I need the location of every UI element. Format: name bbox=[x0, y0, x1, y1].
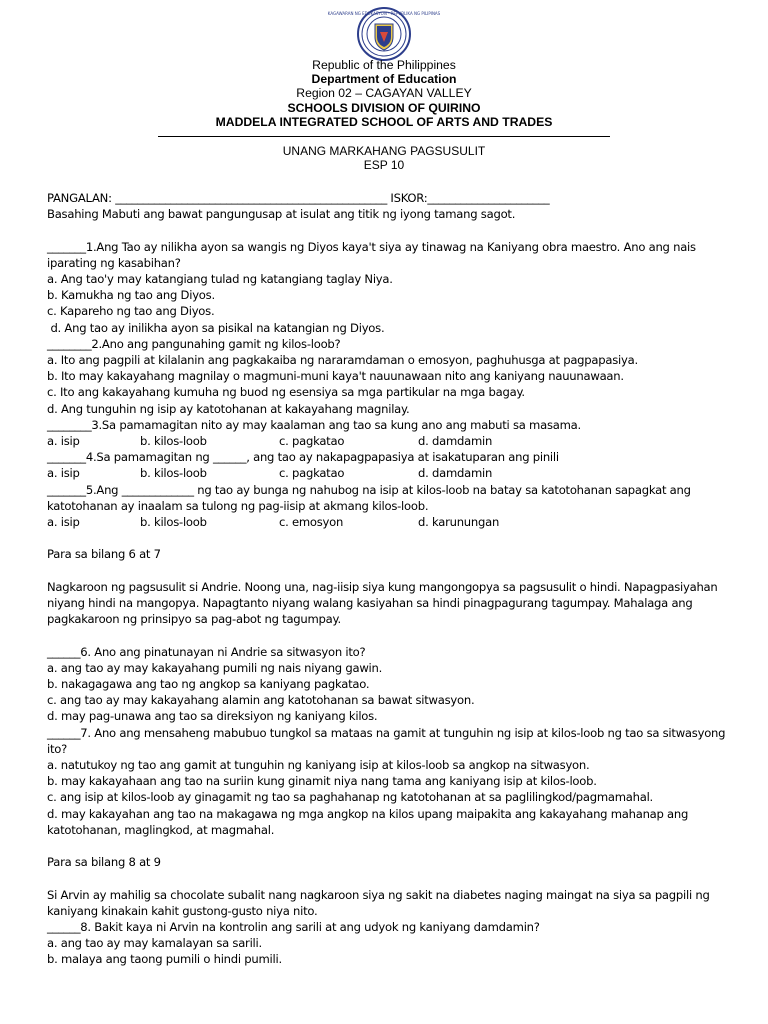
question-4-stem: _______4.Sa pamamagitan ng ______, ang tao ay nakapagpapasiya at isakatuparan ang pinili bbox=[47, 450, 559, 465]
question-6-choice-b: b. nakagagawa ang tao ng angkop sa kaniyang pagkatao. bbox=[47, 677, 370, 692]
question-4-choices bbox=[47, 465, 727, 481]
section-6-7-passage: Nagkaroon ng pagsusulit si Andrie. Noong una, nag-iisip siya kung mangongopya sa pagsusulit o hindi. Napagpasiyahan niyang hindi na mangopya. Napagtanto niyang walang kasiyahan sa hindi pinagpagurang tagumpay. Mahalaga ang pagkakaroon ng prinsipyo sa pag-abot ng tagumpay. bbox=[47, 579, 721, 627]
question-1-choice-d: d. Ang tao ay inilikha ayon sa pisikal na katangian ng Diyos. bbox=[47, 320, 385, 335]
question-3-choice-b: b. kilos-loob bbox=[140, 434, 207, 449]
question-7-choice-a: a. natutukoy ng tao ang gamit at tunguhin ng kaniyang isip at kilos-loob sa angkop na sitwasyon. bbox=[47, 758, 590, 773]
question-6-choice-a: a. ang tao ay may kakayahang pumili ng nais niyang gawin. bbox=[47, 660, 383, 675]
question-7-choice-b: b. may kakayahaan ang tao na suriin kung ginamit niya nang tama ang kaniyang isip at kilos-loob. bbox=[47, 774, 597, 789]
question-6-stem: ______6. Ano ang pinatunayan ni Andrie sa sitwasyon ito? bbox=[47, 644, 366, 659]
question-8-choice-a: a. ang tao ay may kamalayan sa sarili. bbox=[47, 936, 262, 951]
country-line: Republic of the Philippines bbox=[312, 58, 456, 72]
question-8-choice-b: b. malaya ang taong pumili o hindi pumili. bbox=[47, 952, 282, 967]
division-line: SCHOOLS DIVISION OF QUIRINO bbox=[287, 100, 481, 115]
question-7-choice-c: c. ang isip at kilos-loob ay ginagamit ng tao sa paghahanap ng katotohanan at sa paglilingkod/pagmamahal. bbox=[47, 790, 653, 805]
question-4-choice-a: a. isip bbox=[47, 466, 80, 481]
question-5-choices bbox=[47, 514, 727, 530]
question-8-stem: ______8. Bakit kaya ni Arvin na kontrolin ang sarili at ang udyok ng kaniyang damdamin? bbox=[47, 920, 540, 935]
header-divider bbox=[158, 136, 610, 137]
department-line: Department of Education bbox=[311, 72, 457, 87]
region-line: Region 02 – CAGAYAN VALLEY bbox=[296, 86, 472, 101]
letterhead bbox=[0, 58, 768, 129]
question-2-choice-a: a. Ito ang pagpili at kilalanin ang pagkakaiba ng nararamdaman o emosyon, paghuhusga at pagpapasiya. bbox=[47, 353, 638, 368]
question-2-choice-c: c. Ito ang kakayahang kumuha ng buod ng esensiya sa mga partikular na mga bagay. bbox=[47, 385, 525, 400]
question-5-choice-b: b. kilos-loob bbox=[140, 515, 207, 530]
question-6-choice-d: d. may pag-unawa ang tao sa direksiyon ng kaniyang kilos. bbox=[47, 709, 378, 724]
section-6-7-label: Para sa bilang 6 at 7 bbox=[47, 547, 161, 562]
exam-subject: ESP 10 bbox=[363, 158, 405, 173]
question-1-choice-b: b. Kamukha ng tao ang Diyos. bbox=[47, 288, 215, 303]
question-7-choice-d: d. may kakayahan ang tao na makagawa ng mga angkop na kilos upang maipakita ang kakayahang mahanap ang katotohanan, maglingkod, at magmahal. bbox=[47, 806, 692, 837]
question-3-stem: ________3.Sa pamamagitan nito ay may kaalaman ang tao sa kung ano ang mabuti sa masama. bbox=[47, 417, 581, 432]
question-1-choice-a: a. Ang tao'y may katangiang tulad ng katangiang taglay Niya. bbox=[47, 272, 393, 286]
section-8-9-passage: Si Arvin ay mahilig sa chocolate subalit nang nagkaroon siya ng sakit na diabetes naging maingat na siya sa pagpili ng kaniyang kinakain kahit gustong-gusto niya nito. bbox=[47, 887, 713, 918]
school-line: MADDELA INTEGRATED SCHOOL OF ARTS AND TRADES bbox=[215, 114, 553, 129]
section-8-9-label: Para sa bilang 8 at 9 bbox=[47, 855, 161, 870]
question-2-choice-d: d. Ang tunguhin ng isip ay katotohanan at kakayahang magnilay. bbox=[47, 401, 410, 416]
question-4-choice-c: c. pagkatao bbox=[279, 466, 345, 481]
question-5-choice-a: a. isip bbox=[47, 515, 80, 530]
question-3-choice-d: d. damdamin bbox=[418, 434, 493, 449]
question-5-choice-c: c. emosyon bbox=[279, 515, 344, 530]
question-5-stem: _______5.Ang _____________ ng tao ay bunga ng nahubog na isip at kilos-loob na batay sa katotohanan sapagkat ang katotohanan ay inaalam sa tulong ng pag-iisip at akmang kilos-loob. bbox=[47, 482, 695, 513]
question-4-choice-d: d. damdamin bbox=[418, 466, 493, 481]
exam-heading bbox=[0, 144, 768, 172]
exam-body bbox=[47, 190, 727, 968]
question-1-choice-c: c. Kapareho ng tao ang Diyos. bbox=[47, 304, 215, 319]
question-6-choice-c: c. ang tao ay may kakayahang alamin ang katotohanan sa bawat sitwasyon. bbox=[47, 693, 475, 708]
question-5-choice-d: d. karunungan bbox=[418, 515, 500, 530]
seal-ring-text: KAGAWARAN NG EDUKASYON · REPUBLIKA NG PILIPINAS bbox=[327, 11, 441, 16]
deped-seal-icon bbox=[327, 6, 441, 62]
question-1-stem: _______1.Ang Tao ay nilikha ayon sa wangis ng Diyos kaya't siya ay tinawag na Kaniyang obra maestro. Ano ang nais iparating ng kasabihan? bbox=[47, 239, 700, 270]
question-7-stem: ______7. Ano ang mensaheng mabubuo tungkol sa mataas na gamit at tunguhin ng isip at kilos-loob ng tao sa sitwasyong ito? bbox=[47, 725, 729, 756]
instructions: Basahing Mabuti ang bawat pangungusap at isulat ang titik ng iyong tamang sagot. bbox=[47, 207, 516, 222]
question-3-choices bbox=[47, 433, 727, 449]
question-2-stem: ________2.Ano ang pangunahing gamit ng kilos-loob? bbox=[47, 336, 341, 351]
exam-title: UNANG MARKAHANG PAGSUSULIT bbox=[282, 144, 486, 158]
question-3-choice-a: a. isip bbox=[47, 434, 80, 449]
question-3-choice-c: c. pagkatao bbox=[279, 434, 345, 449]
name-score-line: PANGALAN: _________________________________________________ ISKOR:______________________ bbox=[47, 191, 550, 205]
question-2-choice-b: b. Ito may kakayahang magnilay o magmuni-muni kaya't nauunawaan nito ang kaniyang nauunawaan. bbox=[47, 369, 624, 384]
question-4-choice-b: b. kilos-loob bbox=[140, 466, 207, 481]
